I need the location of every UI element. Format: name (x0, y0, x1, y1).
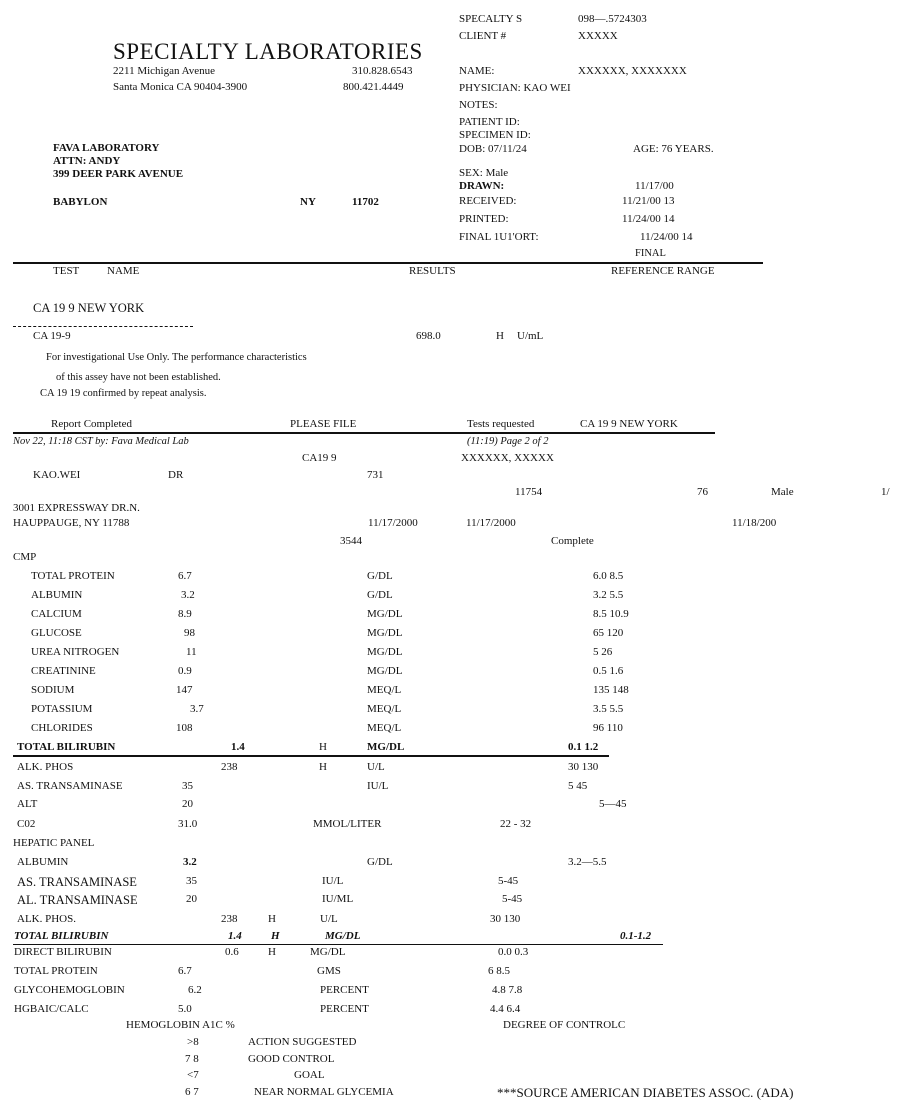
test-ref: 22 - 32 (500, 818, 532, 830)
test-ref: 6.0 8.5 (593, 570, 624, 582)
test-units: G/DL (367, 570, 393, 582)
test-name: TOTAL PROTEIN (31, 570, 115, 582)
test-flag: H (271, 930, 280, 942)
test-name: POTASSIUM (31, 703, 93, 715)
patient-id-label: PATIENT ID: (459, 116, 520, 128)
test-units: PERCENT (320, 1003, 369, 1015)
col-name: NAME (107, 265, 140, 277)
patient-zip: 11754 (515, 486, 543, 498)
patient-731: 731 (367, 469, 384, 481)
col-test: TEST (53, 265, 80, 277)
test-ref: 4.4 6.4 (490, 1003, 521, 1015)
test-name: TOTAL PROTEIN (14, 965, 98, 977)
test-ref: 5-45 (502, 893, 523, 905)
test-ref: 135 148 (593, 684, 629, 696)
test-name: TOTAL BILIRUBIN (14, 930, 109, 942)
lab-address-line2: Santa Monica CA 90404-3900 (113, 81, 248, 93)
test-value: 3.2 (181, 589, 195, 601)
test-units: MG/DL (367, 627, 403, 639)
test-units: MG/DL (310, 946, 346, 958)
physician: PHYSICIAN: KAO WEI (459, 82, 571, 94)
test-value: 108 (176, 722, 193, 734)
ca-test-value: 698.0 (416, 330, 441, 342)
test-ref: 3.5 5.5 (593, 703, 624, 715)
cmp-title: CMP (13, 551, 37, 563)
report-completed: Report Completed (51, 418, 132, 430)
patient-block-name: XXXXXX, XXXXX (461, 452, 554, 464)
recipient-name: FAVA LABORATORY (53, 142, 160, 154)
drawn-label: DRAWN: (459, 180, 505, 192)
test-ref: 96 110 (593, 722, 623, 734)
test-ref: 0.5 1.6 (593, 665, 624, 677)
tests-requested-label: Tests requested (467, 418, 535, 430)
col-reference-range: REFERENCE RANGE (611, 265, 715, 277)
patient-trail: 1/ (881, 486, 890, 498)
patient-date-3: 11/18/200 (732, 517, 777, 529)
patient-sex: Male (771, 486, 794, 498)
test-name: ALK. PHOS (17, 761, 74, 773)
test-flag: H (268, 946, 276, 958)
sex: SEX: Male (459, 167, 509, 179)
final-report-label: FINAL 1U1'ORT: (459, 231, 539, 243)
test-units: MMOL/LITER (313, 818, 382, 830)
recipient-zip: 11702 (352, 196, 379, 208)
test-name: ALT (17, 798, 38, 810)
printed-label: PRINTED: (459, 213, 509, 225)
patient-accession: 3544 (340, 535, 362, 547)
test-value: 31.0 (178, 818, 198, 830)
test-ref: 5 26 (593, 646, 613, 658)
test-units: U/L (367, 761, 385, 773)
test-name: GLUCOSE (31, 627, 82, 639)
test-name: ALBUMIN (31, 589, 83, 601)
test-name: GLYCOHEMOGLOBIN (14, 984, 125, 996)
final-report-value: 11/24/00 14 (640, 231, 693, 243)
specialty-label: SPECALTY S (459, 13, 523, 25)
test-value: 5.0 (178, 1003, 192, 1015)
patient-name-value: XXXXXX, XXXXXXX (578, 65, 687, 77)
drawn-value: 11/17/00 (635, 180, 674, 192)
notes-label: NOTES: (459, 99, 498, 111)
age: AGE: 76 YEARS. (633, 143, 714, 155)
test-value: 0.6 (225, 946, 239, 958)
patient-address-2: HAUPPAUGE, NY 11788 (13, 517, 130, 529)
report-timestamp: Nov 22, 11:18 CST by: Fava Medical Lab (13, 436, 189, 447)
patient-age: 76 (697, 486, 708, 498)
a1c-desc: ACTION SUGGESTED (248, 1036, 357, 1048)
client-label: CLIENT # (459, 30, 507, 42)
test-units: MG/DL (367, 608, 403, 620)
test-units: MG/DL (367, 741, 405, 753)
test-units: MEQ/L (367, 703, 402, 715)
test-value: 20 (186, 893, 197, 905)
a1c-level: <7 (187, 1069, 199, 1081)
client-value: XXXXX (578, 30, 618, 42)
test-name: ALK. PHOS. (17, 913, 76, 925)
patient-date-1: 11/17/2000 (368, 517, 418, 529)
ca-section-title: CA 19 9 NEW YORK (33, 301, 145, 315)
a1c-level: 7 8 (185, 1053, 199, 1065)
test-value: 35 (182, 780, 193, 792)
patient-code: CA19 9 (302, 452, 337, 464)
test-ref: 0.1 1.2 (568, 741, 599, 753)
test-units: MEQ/L (367, 722, 402, 734)
test-ref: 4.8 7.8 (492, 984, 523, 996)
test-ref: 3.2—5.5 (568, 856, 607, 868)
a1c-control-title: DEGREE OF CONTROLC (503, 1019, 626, 1031)
please-file: PLEASE FILE (290, 418, 357, 430)
test-units: MG/DL (325, 930, 361, 942)
recipient-attn: ATTN: ANDY (53, 155, 121, 167)
test-units: IU/ML (322, 893, 354, 905)
test-value: 6.7 (178, 570, 192, 582)
specimen-id-label: SPECIMEN ID: (459, 129, 531, 141)
printed-value: 11/24/00 14 (622, 213, 675, 225)
ca-note-1: For investigational Use Only. The performance characteristics (46, 352, 307, 363)
a1c-title: HEMOGLOBIN A1C % (126, 1019, 235, 1031)
test-ref: 5—45 (599, 798, 627, 810)
received-value: 11/21/00 13 (622, 195, 675, 207)
test-value: 1.4 (231, 741, 245, 753)
test-units: MG/DL (367, 665, 403, 677)
test-name: AS. TRANSAMINASE (17, 780, 123, 792)
test-value: 238 (221, 761, 238, 773)
page-indicator: (11:19) Page 2 of 2 (467, 436, 549, 447)
lab-name: SPECIALTY LABORATORIES (113, 39, 423, 64)
test-value: 6.7 (178, 965, 192, 977)
test-ref: 30 130 (568, 761, 599, 773)
test-ref: 65 120 (593, 627, 624, 639)
test-name: SODIUM (31, 684, 75, 696)
test-flag: H (268, 913, 276, 925)
ca-note-3: CA 19 19 confirmed by repeat analysis. (40, 388, 207, 399)
test-name: CHLORIDES (31, 722, 93, 734)
test-ref: 0.1-1.2 (620, 930, 652, 942)
a1c-level: >8 (187, 1036, 199, 1048)
a1c-desc: NEAR NORMAL GLYCEMIA (254, 1086, 394, 1098)
test-name: CREATININE (31, 665, 96, 677)
test-ref: 3.2 5.5 (593, 589, 624, 601)
test-value: 6.2 (188, 984, 202, 996)
test-name: DIRECT BILIRUBIN (14, 946, 112, 958)
tests-requested-value: CA 19 9 NEW YORK (580, 418, 678, 430)
final-status: FINAL (635, 248, 666, 259)
test-ref: 8.5 10.9 (593, 608, 629, 620)
patient-doctor: KAO.WEI (33, 469, 81, 481)
test-name: HGBAIC/CALC (14, 1003, 89, 1015)
a1c-level: 6 7 (185, 1086, 199, 1098)
test-units: U/L (320, 913, 338, 925)
recipient-street: 399 DEER PARK AVENUE (53, 168, 184, 180)
test-flag: H (319, 761, 327, 773)
dob: DOB: 07/11/24 (459, 143, 527, 155)
test-value: 147 (176, 684, 193, 696)
test-ref: 30 130 (490, 913, 521, 925)
ca-test-name: CA 19-9 (33, 330, 71, 342)
test-units: G/DL (367, 856, 393, 868)
ca-note-2: of this assey have not been established. (56, 372, 221, 383)
test-value: 11 (186, 646, 197, 658)
test-ref: 5-45 (498, 875, 519, 887)
test-units: MG/DL (367, 646, 403, 658)
ca-test-flag: H (496, 330, 504, 342)
test-units: G/DL (367, 589, 393, 601)
patient-status: Complete (551, 535, 594, 547)
hepatic-title: HEPATIC PANEL (13, 837, 95, 849)
test-value: 35 (186, 875, 197, 887)
test-name: C02 (17, 818, 36, 830)
test-name: ALBUMIN (17, 856, 69, 868)
test-value: 8.9 (178, 608, 192, 620)
test-value: 3.2 (183, 856, 197, 868)
test-name: UREA NITROGEN (31, 646, 120, 658)
test-ref: 0.0 0.3 (498, 946, 529, 958)
test-name: CALCIUM (31, 608, 82, 620)
patient-address-1: 3001 EXPRESSWAY DR.N. (13, 502, 140, 514)
test-ref: 6 8.5 (488, 965, 510, 977)
test-value: 20 (182, 798, 193, 810)
lab-address-line1: 2211 Michigan Avenue (113, 65, 216, 77)
test-value: 238 (221, 913, 238, 925)
test-units: IU/L (367, 780, 389, 792)
lab-phone-1: 310.828.6543 (352, 65, 413, 77)
test-units: IU/L (322, 875, 344, 887)
test-units: PERCENT (320, 984, 369, 996)
specialty-value: 098—.5724303 (578, 13, 647, 25)
test-value: 98 (184, 627, 195, 639)
test-value: 1.4 (228, 930, 242, 942)
patient-date-2: 11/17/2000 (466, 517, 516, 529)
test-name: TOTAL BILIRUBIN (17, 741, 116, 753)
a1c-desc: GOOD CONTROL (248, 1053, 335, 1065)
col-results: RESULTS (409, 265, 456, 277)
patient-dr: DR (168, 469, 184, 481)
patient-name-label: NAME: (459, 65, 495, 77)
recipient-city: BABYLON (53, 196, 108, 208)
test-units: GMS (317, 965, 341, 977)
ca-test-units: U/mL (517, 330, 544, 342)
test-value: 0.9 (178, 665, 192, 677)
test-name: AS. TRANSAMINASE (17, 875, 137, 889)
a1c-source: ***SOURCE AMERICAN DIABETES ASSOC. (ADA) (497, 1085, 794, 1100)
test-ref: 5 45 (568, 780, 588, 792)
test-value: 3.7 (190, 703, 204, 715)
lab-phone-2: 800.421.4449 (343, 81, 404, 93)
received-label: RECEIVED: (459, 195, 517, 207)
test-name: AL. TRANSAMINASE (17, 893, 138, 907)
test-units: MEQ/L (367, 684, 402, 696)
recipient-state: NY (300, 196, 316, 208)
test-flag: H (319, 741, 327, 753)
a1c-desc: GOAL (294, 1069, 325, 1081)
